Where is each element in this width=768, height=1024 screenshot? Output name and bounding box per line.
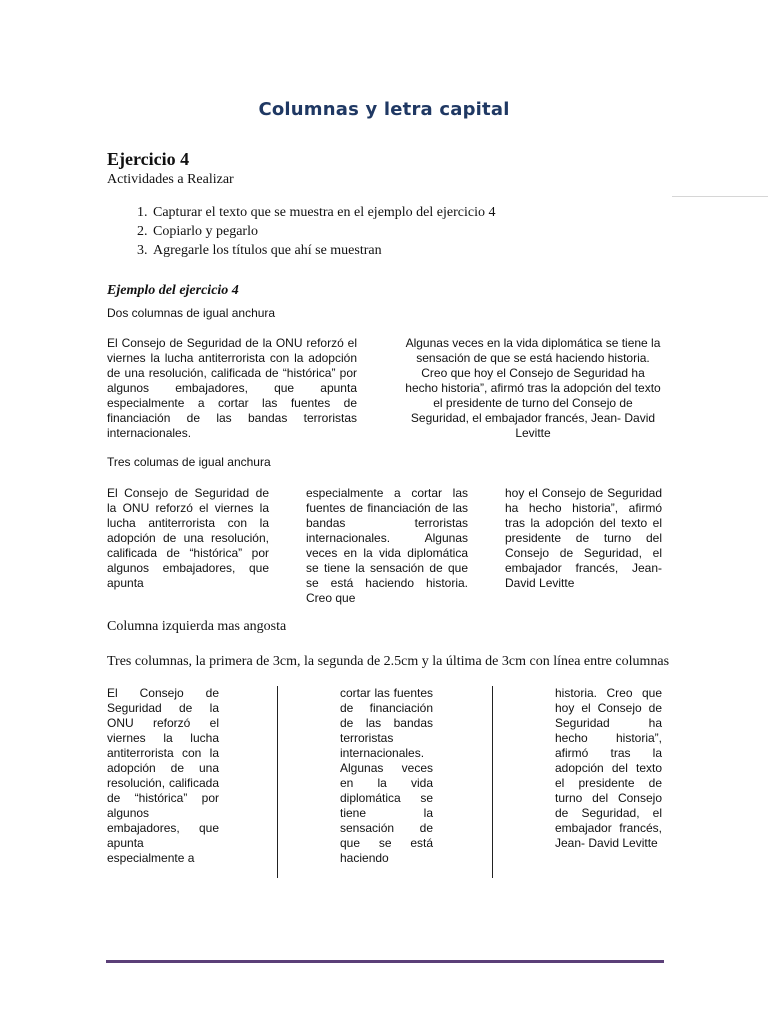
lined-col-1: El Consejo de Seguridad de la ONU reforzó el viernes la lucha antiterrorista con la adopción de una resolución, calificada de “histórica” por algunos embajadores, que apunta especialmente a xyxy=(107,686,219,865)
footer-rule xyxy=(106,960,664,963)
lined-col-2: cortar las fuentes de financiación de las bandas terroristas internacionales. Algunas veces en la vida diplomática se tiene la sensación de que se está haciendo xyxy=(340,686,433,865)
column-divider xyxy=(277,686,278,878)
three-col-2: especialmente a cortar las fuentes de financiación de las bandas terroristas internacionales. Algunas veces en la vida diplomática se tiene la sensación de que se está haciendo historia. Creo que xyxy=(306,486,468,605)
two-col-left: El Consejo de Seguridad de la ONU reforzó el viernes la lucha antiterrorista con la adopción de una resolución, calificada de “histórica” por algunos embajadores, que apunta especialmente a cortar las fuentes de financiación de las bandas terroristas internacionales. xyxy=(107,336,357,440)
task-list xyxy=(137,203,495,260)
three-col-3: hoy el Consejo de Seguridad ha hecho historia”, afirmó tras la adopción del texto el presidente de turno del Consejo de Seguridad, el embajador francés, Jean- David Levitte xyxy=(505,486,662,590)
two-col-right: Algunas veces en la vida diplomática se tiene la sensación de que se está haciendo historia. Creo que hoy el Consejo de Seguridad ha hecho historia”, afirmó tras la adopción del texto el presidente de turno del Consejo de Seguridad, el embajador francés, Jean- David Levitte xyxy=(405,336,661,440)
left-narrow-label: Columna izquierda mas angosta xyxy=(107,619,287,634)
list-item: 3. Agregarle los títulos que ahí se muestran xyxy=(137,243,382,258)
example-heading: Ejemplo del ejercicio 4 xyxy=(107,283,239,298)
three-col-1: El Consejo de Seguridad de la ONU reforzó el viernes la lucha antiterrorista con la adopción de una resolución, calificada de “histórica” por algunos embajadores, que apunta xyxy=(107,486,269,590)
page-title: Columnas y letra capital xyxy=(258,99,510,120)
three-columns-label: Tres columas de igual anchura xyxy=(107,455,271,469)
list-item: 2. Copiarlo y pegarlo xyxy=(137,224,258,239)
exercise-heading: Ejercicio 4 xyxy=(107,149,190,169)
column-divider xyxy=(492,686,493,878)
margin-rule xyxy=(672,196,768,197)
lined-col-3: historia. Creo que hoy el Consejo de Seguridad ha hecho historia”, afirmó tras la adopción del texto el presidente de turno del Consejo de Seguridad, el embajador francés, Jean- David Levitte xyxy=(555,686,662,850)
two-columns-label: Dos columnas de igual anchura xyxy=(107,306,276,320)
list-item: 1. Capturar el texto que se muestra en el ejemplo del ejercicio 4 xyxy=(137,205,496,220)
exercise-subheading: Actividades a Realizar xyxy=(107,172,234,187)
lined-columns-label: Tres columnas, la primera de 3cm, la segunda de 2.5cm y la última de 3cm con línea entre columnas xyxy=(107,654,670,669)
